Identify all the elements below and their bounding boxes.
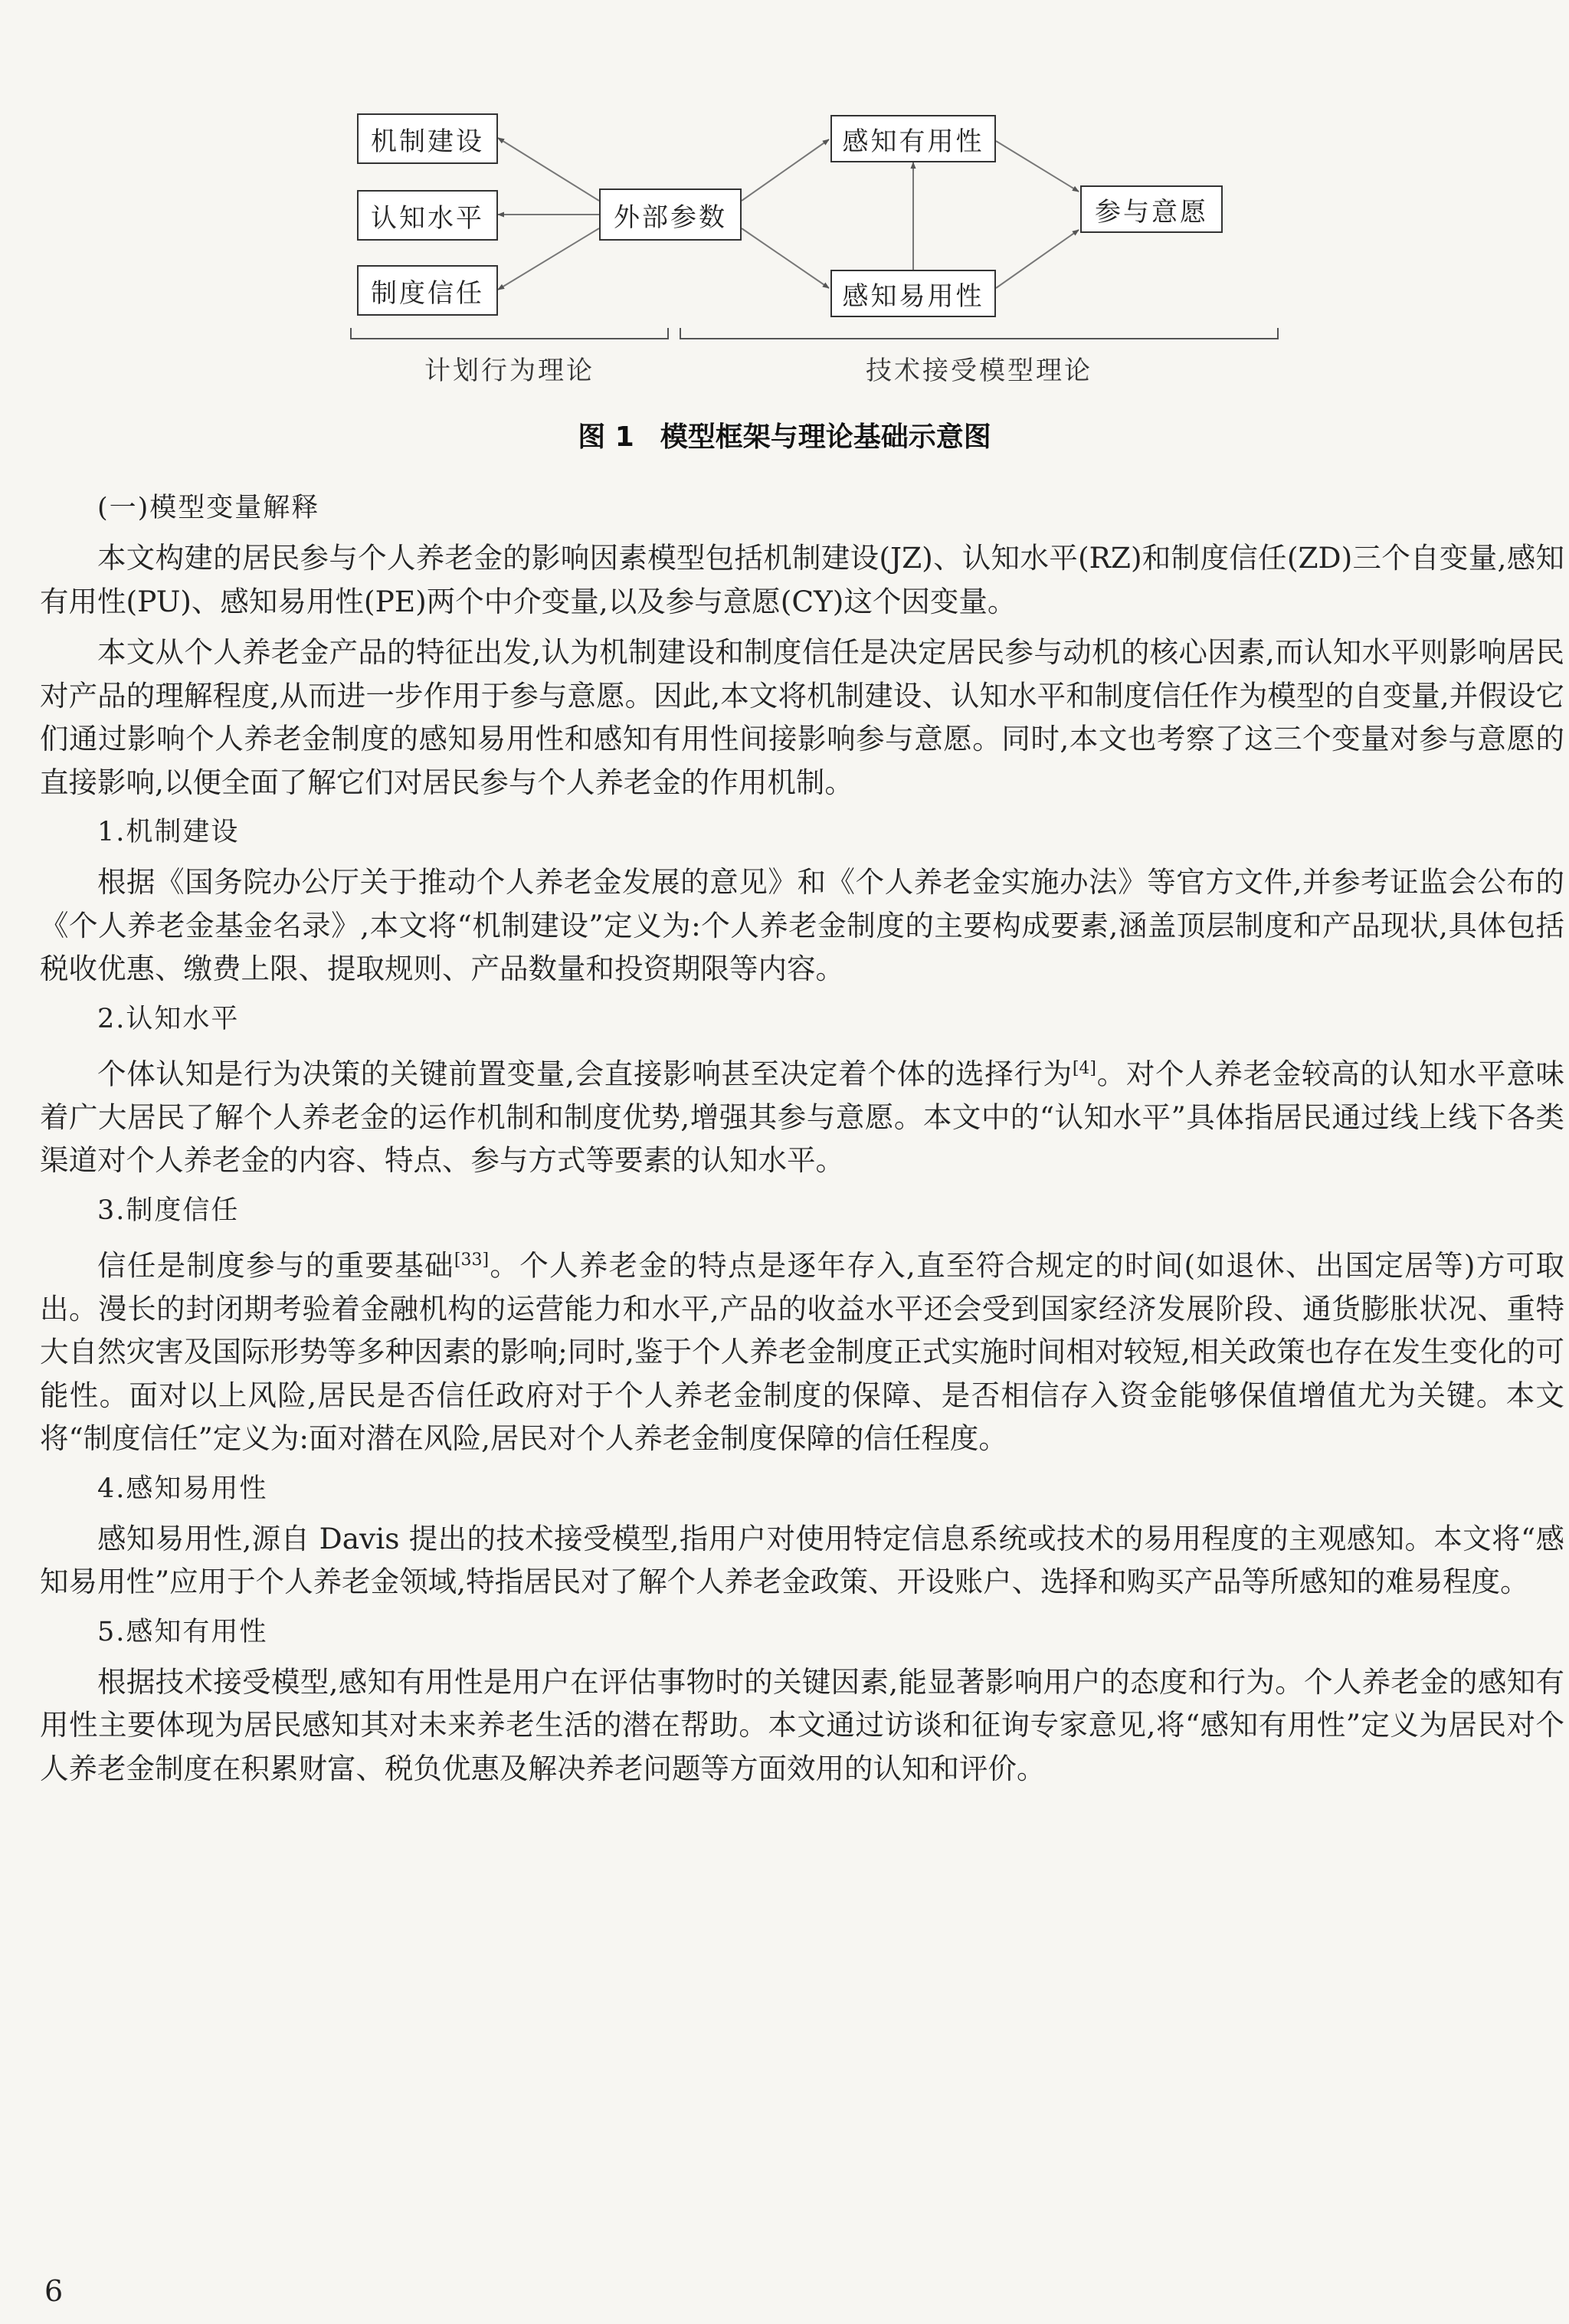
box-waibu: 外部参数 [599, 188, 742, 241]
figure-caption-number: 图 1 [578, 421, 634, 453]
paragraph: 根据技术接受模型,感知有用性是用户在评估事物时的关键因素,能显著影响用户的态度和行为。个人养老金的感知有用性主要体现为居民感知其对未来养老生活的潜在帮助。本文通过访谈和征询专家意见,将“感知有用性”定义为居民对个人养老金制度在积累财富、税负优惠及解决养老问题等方面效用的认知和评价。 [40, 1664, 1564, 1785]
right-bracket [680, 328, 1278, 339]
paragraph [40, 1239, 1564, 1460]
box-yiyong: 感知易用性 [830, 270, 996, 317]
box-renzhi: 认知水平 [357, 190, 498, 241]
citation[interactable]: [33] [454, 1250, 490, 1270]
body-text [40, 487, 1564, 1798]
subsection-heading: 2.认知水平 [97, 1003, 240, 1034]
paragraph-text: 。个人养老金的特点是逐年存入,直至符合规定的时间(如退休、出国定居等)方可取出。漫长的封闭期考验着金融机构的运营能力和水平,产品的收益水平还会受到国家经济发展阶段、通货膨胀状况、重特大自然灾害及国际形势等多种因素的影响;同时,鉴于个人养老金制度正式实施时间相对较短,相关政策也存在发生变化的可能性。面对以上风险,居民是否信任政府对于个人养老金制度的保障、是否相信存入资金能够保值增值尤为关键。本文将“制度信任”定义为:面对潜在风险,居民对个人养老金制度保障的信任程度。 [40, 1248, 1564, 1455]
paragraph-text: 信任是制度参与的重要基础 [97, 1248, 454, 1282]
model-framework-figure [0, 0, 1569, 475]
arrow-to-zhidu [498, 228, 599, 290]
right-bracket-label: 技术接受模型理论 [866, 356, 1092, 386]
citation[interactable]: [4] [1072, 1058, 1096, 1078]
arrow-to-jizhi [498, 138, 599, 201]
figure-caption-title: 模型框架与理论基础示意图 [660, 421, 991, 453]
paragraph-text: 。对个人养老金较高的认知水平意味着广大居民了解个人养老金的运作机制和制度优势,增强其参与意愿。本文中的“认知水平”具体指居民通过线上线下各类渠道对个人养老金的内容、特点、参与方式等要素的认知水平。 [40, 1057, 1565, 1177]
paragraph: 根据《国务院办公厅关于推动个人养老金发展的意见》和《个人养老金实施办法》等官方文件,并参考证监会公布的《个人养老金基金名录》,本文将“机制建设”定义为:个人养老金制度的主要构成要素,涵盖顶层制度和产品现状,具体包括税收优惠、缴费上限、提取规则、产品数量和投资期限等内容。 [40, 865, 1564, 985]
figure-arrows [0, 0, 1569, 475]
arrow-yiyong-to-canyu [996, 230, 1079, 288]
left-bracket [351, 328, 668, 339]
subsection-heading: 4.感知易用性 [97, 1473, 268, 1504]
box-jizhi: 机制建设 [357, 113, 498, 164]
subsection-heading: 5.感知有用性 [97, 1616, 268, 1647]
arrow-to-yiyong [742, 228, 829, 288]
paragraph: 本文从个人养老金产品的特征出发,认为机制建设和制度信任是决定居民参与动机的核心因素,而认知水平则影响居民对产品的理解程度,从而进一步作用于参与意愿。因此,本文将机制建设、认知水平和制度信任作为模型的自变量,并假设它们通过影响个人养老金制度的感知易用性和感知有用性间接影响参与意愿。同时,本文也考察了这三个变量对参与意愿的直接影响,以便全面了解它们对居民参与个人养老金的作用机制。 [40, 635, 1564, 799]
paragraph: 本文构建的居民参与个人养老金的影响因素模型包括机制建设(JZ)、认知水平(RZ)和制度信任(ZD)三个自变量,感知有用性(PU)、感知易用性(PE)两个中介变量,以及参与意愿(CY)这个因变量。 [40, 541, 1564, 618]
paragraph-text: 个体认知是行为决策的关键前置变量,会直接影响甚至决定着个体的选择行为 [97, 1057, 1073, 1090]
box-zhidu: 制度信任 [357, 265, 498, 316]
paragraph: 感知易用性,源自 Davis 提出的技术接受模型,指用户对使用特定信息系统或技术的易用程度的主观感知。本文将“感知易用性”应用于个人养老金领域,特指居民对了解个人养老金政策、开设账户、选择和购买产品等所感知的难易程度。 [40, 1521, 1564, 1598]
left-bracket-label: 计划行为理论 [424, 356, 595, 386]
arrow-to-youyong [742, 139, 829, 201]
subsection-heading: 1.机制建设 [97, 817, 240, 847]
box-canyu: 参与意愿 [1080, 185, 1223, 233]
arrow-youyong-to-canyu [996, 141, 1079, 192]
page-number: 6 [44, 2274, 64, 2308]
box-youyong: 感知有用性 [830, 115, 996, 162]
subsection-heading: 3.制度信任 [97, 1195, 240, 1226]
section-heading: (一)模型变量解释 [97, 493, 320, 523]
figure-caption [0, 415, 1569, 454]
paragraph [40, 1047, 1564, 1182]
